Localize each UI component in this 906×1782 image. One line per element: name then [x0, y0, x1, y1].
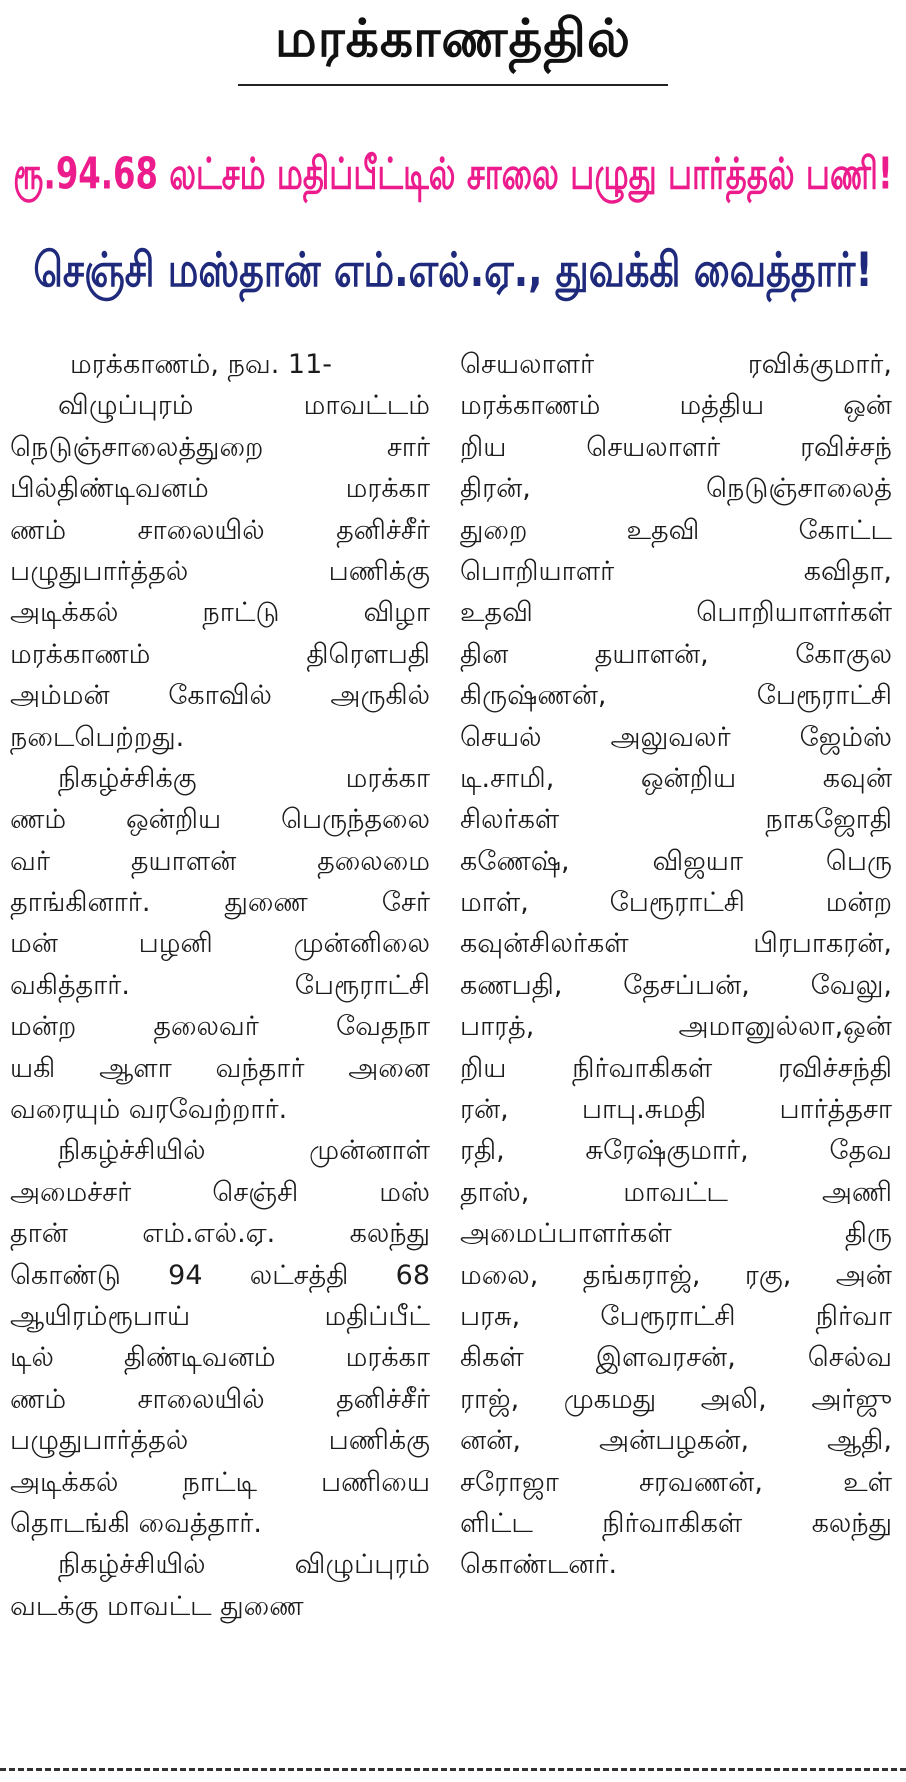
headline [0, 106, 906, 241]
article-column-right [460, 344, 892, 1586]
paragraph-line: சரோஜா சரவணன், உள் [460, 1466, 892, 1498]
paragraph-line: தாஸ், மாவட்ட அணி [460, 1176, 892, 1208]
paragraph-line: நிகழ்ச்சிக்கு மரக்கா [58, 762, 430, 794]
paragraph-line: அமைப்பாளர்கள் திரு [460, 1218, 892, 1250]
paragraph-line: பழுதுபார்த்தல் பணிக்கு [10, 555, 430, 587]
paragraph-line: வகித்தார். பேரூராட்சி [10, 969, 430, 1001]
paragraph-line: ளிட்ட நிர்வாகிகள் கலந்து [460, 1507, 892, 1539]
paragraph-line: துறை உதவி கோட்ட [460, 514, 892, 546]
paragraph-line: ணம் சாலையில் தனிச்சீர் [10, 514, 430, 546]
paragraph-line: ராஜ், முகமது அலி, அர்ஜு [460, 1383, 892, 1415]
paragraph-line: ஆயிரம்ரூபாய் மதிப்பீட் [10, 1300, 430, 1332]
paragraph-line: கிருஷ்ணன், பேரூராட்சி [460, 680, 892, 712]
headline-text: ரூ.94.68 லட்சம் மதிப்பீட்டில் சாலை பழுது பார்த்தல் பணி! [13, 147, 893, 200]
paragraph-line: மன் பழனி முன்னிலை [10, 928, 430, 960]
paragraph-line: ரன், பாபு.சுமதி பார்த்தசா [460, 1094, 892, 1126]
kicker-title: மரக்காணத்தில் [274, 9, 632, 69]
paragraph-line: வடக்கு மாவட்ட துணை [10, 1590, 304, 1622]
paragraph-line: விழுப்புரம் மாவட்டம் [58, 390, 430, 422]
paragraph-line: றிய செயலாளர் ரவிச்சந் [460, 431, 892, 463]
paragraph-line: தாங்கினார். துணை சேர் [10, 887, 430, 919]
paragraph-line: பரசு, பேரூராட்சி நிர்வா [460, 1300, 892, 1332]
paragraph-line: நிகழ்ச்சியில் முன்னாள் [58, 1135, 430, 1167]
paragraph-line: அடிக்கல் நாட்டி பணியை [10, 1466, 430, 1498]
paragraph-line: அம்மன் கோவில் அருகில் [10, 680, 430, 712]
paragraph-line: மரக்காணம் மத்திய ஒன் [460, 390, 892, 422]
paragraph-line: கிகள் இளவரசன், செல்வ [460, 1342, 892, 1374]
paragraph-line: கவுன்சிலர்கள் பிரபாகரன், [460, 928, 892, 960]
paragraph-line: நடைபெற்றது. [10, 721, 185, 753]
paragraph-line: செயலாளர் ரவிக்குமார், [460, 349, 892, 380]
paragraph-line: பில்திண்டிவனம் மரக்கா [10, 473, 430, 505]
paragraph-line: கணபதி, தேசப்பன், வேலு, [460, 969, 892, 1001]
paragraph-line: அடிக்கல் நாட்டு விழா [10, 597, 430, 629]
paragraph-line: ரதி, சுரேஷ்குமார், தேவ [460, 1135, 892, 1167]
paragraph-line: யகி ஆளா வந்தார் அனை [10, 1052, 430, 1084]
paragraph-line: பழுதுபார்த்தல் பணிக்கு [10, 1425, 430, 1457]
paragraph-line: தின தயாளன், கோகுல [460, 638, 892, 670]
paragraph-line: மரக்காணம், நவ. 11- [70, 349, 332, 380]
paragraph-line: றிய நிர்வாகிகள் ரவிச்சந்தி [460, 1052, 892, 1084]
paragraph-line: அமைச்சர் செஞ்சி மஸ் [10, 1176, 430, 1208]
paragraph-line: மாள், பேரூராட்சி மன்ற [460, 887, 892, 919]
paragraph-line: மரக்காணம் திரெளபதி [10, 638, 430, 670]
kicker-underline [238, 84, 668, 86]
paragraph-line: திரன், நெடுஞ்சாலைத் [460, 473, 892, 505]
dashed-separator [0, 1768, 906, 1771]
paragraph-line: சிலர்கள் நாகஜோதி [460, 804, 892, 836]
paragraph-line: பொறியாளர் கவிதா, [460, 555, 892, 587]
paragraph-line: ணம் சாலையில் தனிச்சீர் [10, 1383, 430, 1415]
paragraph-line: பாரத், அமானுல்லா,ஒன் [460, 1011, 892, 1043]
paragraph-line: தொடங்கி வைத்தார். [10, 1507, 262, 1539]
paragraph-line: னன், அன்பழகன், ஆதி, [460, 1425, 892, 1457]
subheadline-text: செஞ்சி மஸ்தான் எம்.எல்.ஏ., துவக்கி வைத்தார்! [33, 242, 873, 298]
paragraph-line: ணம் ஒன்றிய பெருந்தலை [10, 804, 430, 836]
article-column-left [10, 344, 430, 1627]
paragraph-line: மன்ற தலைவர் வேதநா [10, 1011, 430, 1043]
paragraph-line: நெடுஞ்சாலைத்துறை சார் [10, 431, 430, 463]
paragraph-line: வர் தயாளன் தலைமை [10, 845, 430, 877]
paragraph-line: தான் எம்.எல்.ஏ. கலந்து [10, 1218, 430, 1250]
paragraph-line: நிகழ்ச்சியில் விழுப்புரம் [58, 1549, 430, 1581]
paragraph-line: கணேஷ், விஜயா பெரு [460, 845, 892, 877]
paragraph-line: வரையும் வரவேற்றார். [10, 1094, 288, 1126]
paragraph-line: கொண்டு 94 லட்சத்தி 68 [10, 1259, 430, 1291]
paragraph-line: டி.சாமி, ஒன்றிய கவுன் [460, 762, 892, 794]
paragraph-line: கொண்டனர். [460, 1549, 618, 1581]
subheadline [0, 226, 906, 314]
paragraph-line: உதவி பொறியாளர்கள் [460, 597, 892, 629]
paragraph-line: டில் திண்டிவனம் மரக்கா [10, 1342, 430, 1374]
paragraph-line: மலை, தங்கராஜ், ரகு, அன் [460, 1259, 892, 1291]
paragraph-line: செயல் அலுவலர் ஜேம்ஸ் [460, 721, 892, 753]
